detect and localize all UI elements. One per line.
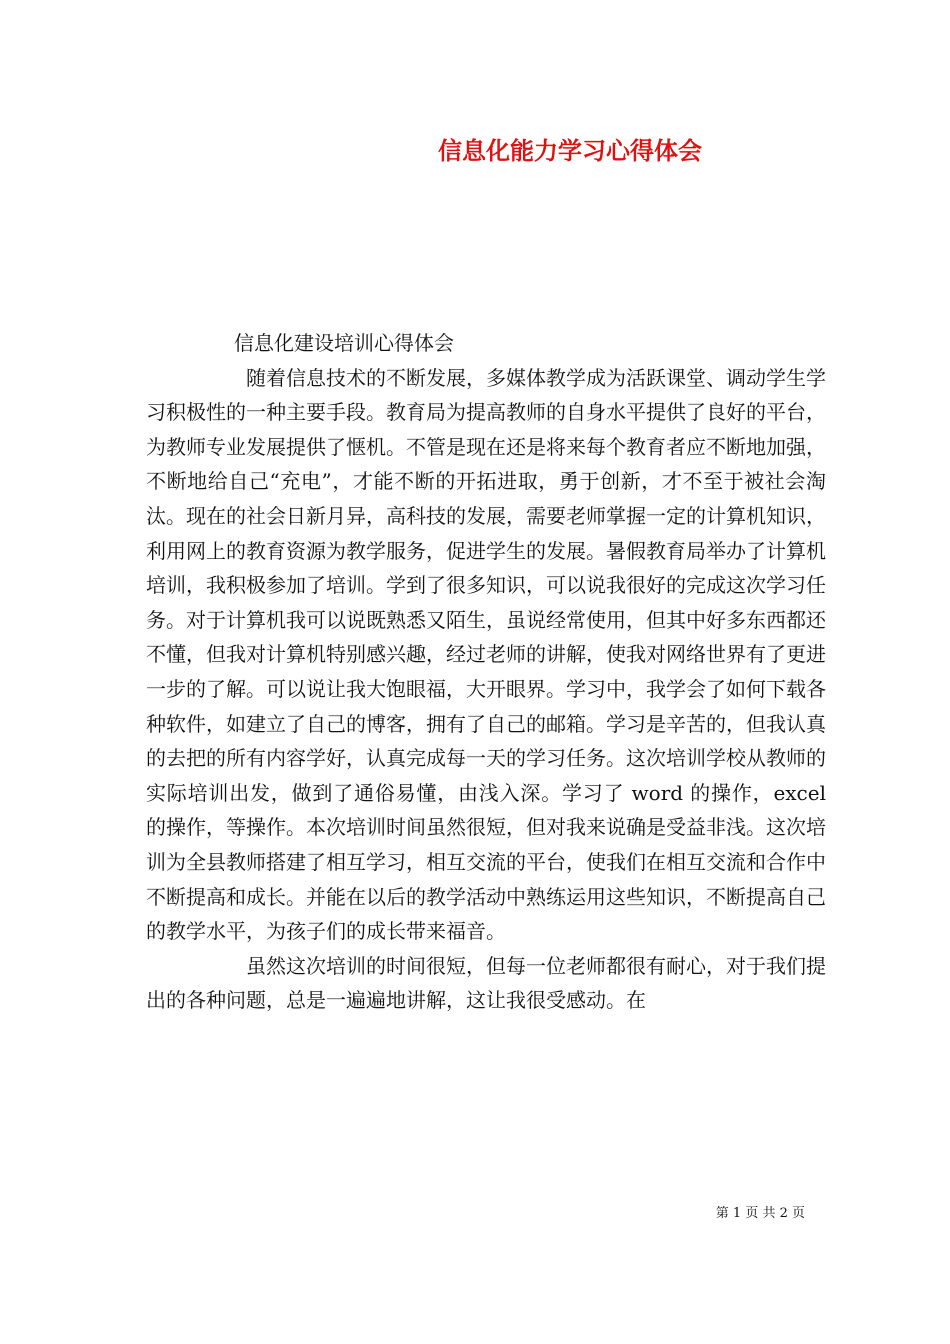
document-body: [146, 326, 826, 1018]
body-paragraph-2: 虽然这次培训的时间很短，但每一位老师都很有耐心，对于我们提出的各种问题，总是一遍遍地讲解，这让我很受感动。在: [146, 953, 826, 1013]
body-paragraph-1: 随着信息技术的不断发展，多媒体教学成为活跃课堂、调动学生学习积极性的一种主要手段。教育局为提高教师的自身水平提供了良好的平台，为教师专业发展提供了惬机。不管是现在还是将来每个教育者应不断地加强，不断地给自己“充电”，才能不断的开拓进取，勇于创新，才不至于被社会淘汰。现在的社会日新月异，高科技的发展，需要老师掌握一定的计算机知识，利用网上的教育资源为教学服务，促进学生的发展。暑假教育局举办了计算机培训，我积极参加了培训。学到了很多知识，可以说我很好的完成这次学习任务。对于计算机我可以说既熟悉又陌生，虽说经常使用，但其中好多东西都还不懂，但我对计算机特别感兴趣，经过老师的讲解，使我对网络世界有了更进一步的了解。可以说让我大饱眼福，大开眼界。学习中，我学会了如何下载各种软件，如建立了自己的博客，拥有了自己的邮箱。学习是辛苦的，但我认真的去把的所有内容学好，认真完成每一天的学习任务。这次培训学校从教师的实际培训出发，做到了通俗易懂，由浅入深。学习了 word 的操作，excel 的操作，等操作。本次培训时间虽然很短，但对我来说确是受益非浅。这次培训为全县教师搭建了相互学习，相互交流的平台，使我们在相互交流和合作中不断提高和成长。并能在以后的教学活动中熟练运用这些知识，不断提高自己的教学水平，为孩子们的成长带来福音。: [146, 365, 826, 944]
page-number-footer: 第 1 页 共 2 页: [715, 1206, 805, 1221]
section-subheading: 信息化建设培训心得体会: [234, 331, 454, 355]
document-title: 信息化能力学习心得体会: [438, 137, 702, 165]
